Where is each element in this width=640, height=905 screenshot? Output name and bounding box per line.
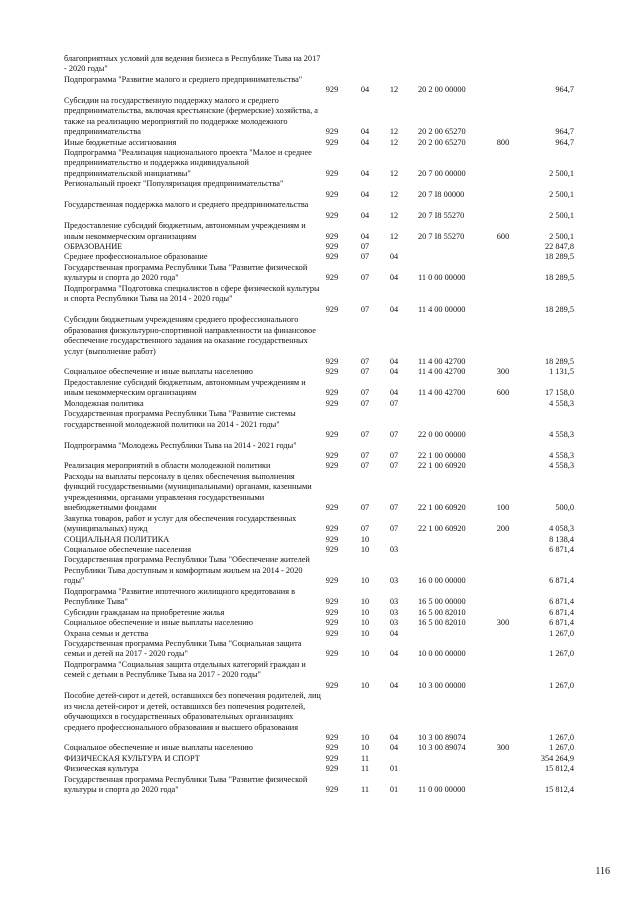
row-csr: 20 2 00 65270 — [418, 137, 466, 147]
row-pr: 12 — [389, 189, 399, 199]
row-pr: 01 — [389, 785, 399, 795]
row-name: Иные бюджетные ассигнования — [64, 137, 177, 147]
row-rz: 11 — [361, 764, 369, 774]
row-vr: 800 — [496, 137, 510, 147]
row-name: Подпрограмма "Молодежь Республики Тыва на 2014 - 2021 годы" — [64, 440, 297, 450]
row-csr: 20 7 I8 55270 — [418, 231, 465, 241]
table-row — [0, 691, 640, 743]
row-rz: 07 — [360, 367, 370, 377]
row-csr: 10 0 00 00000 — [418, 649, 466, 659]
row-sum: 500,0 — [555, 503, 574, 513]
row-pr: 04 — [389, 252, 399, 262]
row-csr: 11 0 00 00000 — [418, 785, 466, 795]
row-rz: 07 — [360, 304, 370, 314]
row-sum: 22 847,8 — [544, 242, 574, 252]
row-pr: 07 — [389, 503, 399, 513]
row-rz: 10 — [360, 618, 370, 628]
row-sum: 2 500,1 — [549, 168, 574, 178]
row-csr: 10 3 00 00000 — [418, 680, 466, 690]
row-ved: 929 — [325, 430, 339, 440]
row-ved: 929 — [325, 544, 339, 554]
row-sum: 6 871,4 — [549, 607, 574, 617]
row-csr: 22 1 00 60920 — [418, 461, 466, 471]
table-row — [0, 545, 640, 555]
row-name: Субсидии гражданам на приобретение жилья — [64, 607, 225, 617]
row-rz: 11 — [361, 753, 369, 763]
row-rz: 07 — [360, 450, 370, 460]
table-row — [0, 660, 640, 691]
row-rz: 07 — [360, 461, 370, 471]
row-ved: 929 — [325, 85, 339, 95]
row-csr: 22 1 00 60920 — [418, 503, 466, 513]
row-name: Подпрограмма "Развитие ипотечного жилищного кредитования в Республике Тыва" — [64, 586, 296, 607]
row-sum: 8 138,4 — [549, 534, 574, 544]
row-name: Государственная программа Республики Тыва "Социальная защита семьи и детей на 2017 - 2020 годы" — [64, 638, 302, 659]
row-vr: 300 — [496, 367, 510, 377]
row-vr: 300 — [496, 743, 510, 753]
table-row — [0, 200, 640, 221]
row-sum: 15 812,4 — [544, 764, 574, 774]
row-pr: 03 — [389, 576, 399, 586]
row-name: Государственная программа Республики Тыва "Обеспечение жителей Республики Тыва доступным и комфортным жильем на 2014 - 2020 годы" — [64, 555, 310, 586]
row-csr: 16 0 00 00000 — [418, 576, 466, 586]
row-name: Предоставление субсидий бюджетным, автономным учреждениям и иным некоммерческим организациям — [64, 377, 306, 398]
row-rz: 07 — [360, 356, 370, 366]
table-row — [0, 461, 640, 471]
row-ved: 929 — [325, 189, 339, 199]
row-sum: 4 558,3 — [549, 430, 574, 440]
row-name: Субсидии бюджетным учреждениям среднего профессионального образования физкультурно-спортивной направленности на финансовое обеспечение государственного задания на оказание государственных услуг (выполнение работ) — [64, 315, 316, 356]
row-name: Социальное обеспечение и иные выплаты населению — [64, 367, 253, 377]
table-row — [0, 179, 640, 200]
row-pr: 04 — [389, 356, 399, 366]
row-name: Социальное обеспечение и иные выплаты населению — [64, 618, 253, 628]
row-ved: 929 — [325, 618, 339, 628]
row-rz: 10 — [360, 743, 370, 753]
row-ved: 929 — [325, 628, 339, 638]
row-ved: 929 — [325, 304, 339, 314]
row-rz: 07 — [360, 242, 370, 252]
row-pr: 03 — [389, 607, 399, 617]
row-ved: 929 — [325, 607, 339, 617]
row-name: Подпрограмма "Развитие малого и среднего предпринимательства" — [64, 74, 303, 84]
row-name: Физическая культура — [64, 764, 139, 774]
table-row — [0, 514, 640, 535]
row-name: Государственная программа Республики Тыва "Развитие физической культуры и спорта до 2020 года" — [64, 262, 308, 283]
row-ved: 929 — [325, 273, 339, 283]
row-csr: 11 4 00 42700 — [418, 356, 466, 366]
row-ved: 929 — [325, 252, 339, 262]
row-csr: 20 2 00 00000 — [418, 85, 466, 95]
row-pr: 03 — [389, 618, 399, 628]
row-ved: 929 — [325, 503, 339, 513]
row-csr: 10 3 00 89074 — [418, 732, 466, 742]
row-ved: 929 — [325, 450, 339, 460]
table-row — [0, 555, 640, 586]
row-rz: 04 — [360, 85, 370, 95]
table-row — [0, 409, 640, 440]
row-name: Подпрограмма "Подготовка специалистов в сфере физической культуры и спорта Республики Тыва на 2014 - 2020 годы" — [64, 283, 320, 304]
row-pr: 04 — [389, 304, 399, 314]
row-rz: 04 — [360, 168, 370, 178]
row-name: Социальное обеспечение населения — [64, 544, 192, 554]
table-row — [0, 75, 640, 96]
row-vr: 300 — [496, 618, 510, 628]
row-name: Социальное обеспечение и иные выплаты населению — [64, 743, 253, 753]
row-sum: 6 871,4 — [549, 576, 574, 586]
row-sum: 4 558,3 — [549, 398, 574, 408]
row-ved: 929 — [325, 680, 339, 690]
row-rz: 07 — [360, 398, 370, 408]
table-row — [0, 764, 640, 774]
row-ved: 929 — [325, 398, 339, 408]
table-row — [0, 284, 640, 315]
row-ved: 929 — [325, 388, 339, 398]
table-row — [0, 378, 640, 399]
row-ved: 929 — [325, 576, 339, 586]
table-row — [0, 743, 640, 753]
table-row — [0, 754, 640, 764]
row-sum: 2 500,1 — [549, 189, 574, 199]
row-ved: 929 — [325, 367, 339, 377]
row-ved: 929 — [325, 764, 339, 774]
row-sum: 2 500,1 — [549, 210, 574, 220]
row-rz: 11 — [361, 785, 369, 795]
table-row — [0, 399, 640, 409]
row-pr: 07 — [389, 430, 399, 440]
row-rz: 04 — [360, 231, 370, 241]
row-csr: 16 5 00 82010 — [418, 618, 466, 628]
row-name: СОЦИАЛЬНАЯ ПОЛИТИКА — [64, 534, 170, 544]
row-ved: 929 — [325, 210, 339, 220]
row-sum: 18 289,5 — [544, 252, 574, 262]
row-pr: 04 — [389, 680, 399, 690]
row-name: благоприятных условий для ведения бизнеса в Республике Тыва на 2017 - 2020 годы" — [64, 54, 321, 74]
row-csr: 11 0 00 00000 — [418, 273, 466, 283]
row-name: Государственная программа Республики Тыва "Развитие физической культуры и спорта до 2020 года" — [64, 774, 308, 795]
row-rz: 10 — [360, 680, 370, 690]
row-sum: 18 289,5 — [544, 356, 574, 366]
row-vr: 600 — [496, 231, 510, 241]
row-rz: 10 — [360, 597, 370, 607]
table-row — [0, 535, 640, 545]
row-sum: 4 058,3 — [549, 524, 574, 534]
row-ved: 929 — [325, 231, 339, 241]
row-sum: 6 871,4 — [549, 544, 574, 554]
row-csr: 11 4 00 00000 — [418, 304, 466, 314]
row-sum: 15 812,4 — [544, 785, 574, 795]
row-sum: 1 267,0 — [549, 680, 574, 690]
row-ved: 929 — [325, 649, 339, 659]
row-rz: 10 — [360, 544, 370, 554]
row-csr: 20 7 I8 55270 — [418, 210, 465, 220]
table-row — [0, 315, 640, 367]
row-vr: 600 — [496, 388, 510, 398]
row-rz: 10 — [360, 607, 370, 617]
row-pr: 07 — [389, 450, 399, 460]
table-row — [0, 608, 640, 618]
table-row — [0, 242, 640, 252]
row-name: Закупка товаров, работ и услуг для обеспечения государственных (муниципальных) нужд — [64, 513, 297, 534]
table-row — [0, 639, 640, 660]
row-pr: 01 — [389, 764, 399, 774]
row-rz: 07 — [360, 273, 370, 283]
row-sum: 18 289,5 — [544, 273, 574, 283]
row-sum: 1 267,0 — [549, 743, 574, 753]
row-rz: 10 — [360, 534, 370, 544]
row-name: Государственная поддержка малого и среднего предпринимательства — [64, 200, 309, 210]
row-rz: 10 — [360, 649, 370, 659]
row-rz: 04 — [360, 189, 370, 199]
row-rz: 10 — [360, 628, 370, 638]
row-pr: 12 — [389, 127, 399, 137]
row-sum: 964,7 — [555, 137, 574, 147]
page-number: 116 — [595, 866, 610, 877]
row-name: Предоставление субсидий бюджетным, автономным учреждениям и иным некоммерческим организациям — [64, 221, 306, 241]
row-rz: 07 — [360, 503, 370, 513]
row-name: Государственная программа Республики Тыва "Развитие системы государственной молодежной политики на 2014 - 2021 годы" — [64, 409, 296, 429]
row-pr: 04 — [389, 649, 399, 659]
row-csr: 22 1 00 00000 — [418, 450, 466, 460]
row-pr: 12 — [389, 85, 399, 95]
row-name: Региональный проект "Популяризация предпринимательства" — [64, 179, 284, 189]
table-row — [0, 587, 640, 608]
row-rz: 04 — [360, 210, 370, 220]
row-rz: 04 — [360, 137, 370, 147]
row-ved: 929 — [325, 461, 339, 471]
row-pr: 12 — [389, 137, 399, 147]
row-sum: 964,7 — [555, 85, 574, 95]
row-name: Среднее профессиональное образование — [64, 252, 208, 262]
table-row — [0, 472, 640, 514]
row-ved: 929 — [325, 242, 339, 252]
row-sum: 4 558,3 — [549, 450, 574, 460]
row-ved: 929 — [325, 356, 339, 366]
table-row — [0, 367, 640, 377]
row-sum: 1 131,5 — [549, 367, 574, 377]
table-row — [0, 629, 640, 639]
row-sum: 354 264,9 — [540, 753, 574, 763]
table-row — [0, 54, 640, 75]
row-vr: 200 — [496, 524, 510, 534]
row-rz: 04 — [360, 127, 370, 137]
row-rz: 07 — [360, 524, 370, 534]
table-row — [0, 618, 640, 628]
row-ved: 929 — [325, 168, 339, 178]
row-name: Охрана семьи и детства — [64, 628, 149, 638]
row-rz: 07 — [360, 388, 370, 398]
table-row — [0, 263, 640, 284]
row-ved: 929 — [325, 753, 339, 763]
row-sum: 1 267,0 — [549, 732, 574, 742]
row-pr: 07 — [389, 461, 399, 471]
row-name: ОБРАЗОВАНИЕ — [64, 242, 123, 252]
row-ved: 929 — [325, 127, 339, 137]
row-pr: 12 — [389, 231, 399, 241]
row-sum: 4 558,3 — [549, 461, 574, 471]
table-row — [0, 221, 640, 242]
row-sum: 6 871,4 — [549, 618, 574, 628]
row-csr: 16 5 00 82010 — [418, 607, 466, 617]
row-sum: 1 267,0 — [549, 649, 574, 659]
row-name: Расходы на выплаты персоналу в целях обеспечения выполнения функций государственными (муниципальными) органами, казенными учреждениями, органами управления государственными внебюджетными фондами — [64, 471, 312, 513]
row-csr: 22 1 00 60920 — [418, 524, 466, 534]
row-ved: 929 — [325, 743, 339, 753]
row-sum: 964,7 — [555, 127, 574, 137]
row-ved: 929 — [325, 732, 339, 742]
row-csr: 20 7 I8 00000 — [418, 189, 465, 199]
row-pr: 04 — [389, 273, 399, 283]
row-pr: 04 — [389, 628, 399, 638]
row-name: ФИЗИЧЕСКАЯ КУЛЬТУРА И СПОРТ — [64, 753, 200, 763]
row-csr: 20 2 00 65270 — [418, 127, 466, 137]
row-pr: 12 — [389, 168, 399, 178]
row-rz: 10 — [360, 732, 370, 742]
table-row — [0, 775, 640, 796]
row-csr: 10 3 00 89074 — [418, 743, 466, 753]
row-pr: 03 — [389, 544, 399, 554]
table-row — [0, 138, 640, 148]
row-ved: 929 — [325, 137, 339, 147]
table-row — [0, 252, 640, 262]
row-rz: 10 — [360, 576, 370, 586]
row-csr: 11 4 00 42700 — [418, 367, 466, 377]
row-name: Реализация мероприятий в области молодежной политики — [64, 461, 271, 471]
row-pr: 04 — [389, 388, 399, 398]
row-ved: 929 — [325, 524, 339, 534]
row-name: Подпрограмма "Реализация национального проекта "Малое и среднее предпринимательство и поддержка индивидуальной предпринимательской инициативы" — [64, 148, 312, 178]
row-sum: 6 871,4 — [549, 597, 574, 607]
row-name: Молодежная политика — [64, 398, 144, 408]
row-vr: 100 — [496, 503, 510, 513]
row-name: Подпрограмма "Социальная защита отдельных категорий граждан и семей с детьми в Республике Тыва на 2017 - 2020 годы" — [64, 659, 306, 680]
row-csr: 20 7 00 00000 — [418, 168, 466, 178]
row-csr: 11 4 00 42700 — [418, 388, 466, 398]
row-ved: 929 — [325, 597, 339, 607]
row-ved: 929 — [325, 534, 339, 544]
row-name: Пособие детей-сирот и детей, оставшихся без попечения родителей, лиц из числа детей-сирот и детей, оставшихся без попечения родителей, обучающихся в государственных образовательных организациях среднего профессионального образования и высшего образования — [64, 691, 321, 732]
table-row — [0, 148, 640, 179]
row-sum: 1 267,0 — [549, 628, 574, 638]
table-row — [0, 441, 640, 462]
row-pr: 07 — [389, 398, 399, 408]
row-name: Субсидии на государственную поддержку малого и среднего предпринимательства, включая крестьянские (фермерские) хозяйства, а также на реализацию мероприятий по поддержке молодежного предпринимательства — [64, 95, 318, 137]
row-pr: 04 — [389, 732, 399, 742]
row-pr: 12 — [389, 210, 399, 220]
row-pr: 04 — [389, 743, 399, 753]
row-pr: 07 — [389, 524, 399, 534]
row-rz: 07 — [360, 430, 370, 440]
row-sum: 17 158,0 — [544, 388, 574, 398]
budget-table — [0, 54, 640, 796]
row-rz: 07 — [360, 252, 370, 262]
row-sum: 2 500,1 — [549, 231, 574, 241]
row-ved: 929 — [325, 785, 339, 795]
row-pr: 03 — [389, 597, 399, 607]
table-row — [0, 96, 640, 138]
row-sum: 18 289,5 — [544, 304, 574, 314]
row-csr: 22 0 00 00000 — [418, 430, 466, 440]
row-pr: 04 — [389, 367, 399, 377]
row-csr: 16 5 00 00000 — [418, 597, 466, 607]
